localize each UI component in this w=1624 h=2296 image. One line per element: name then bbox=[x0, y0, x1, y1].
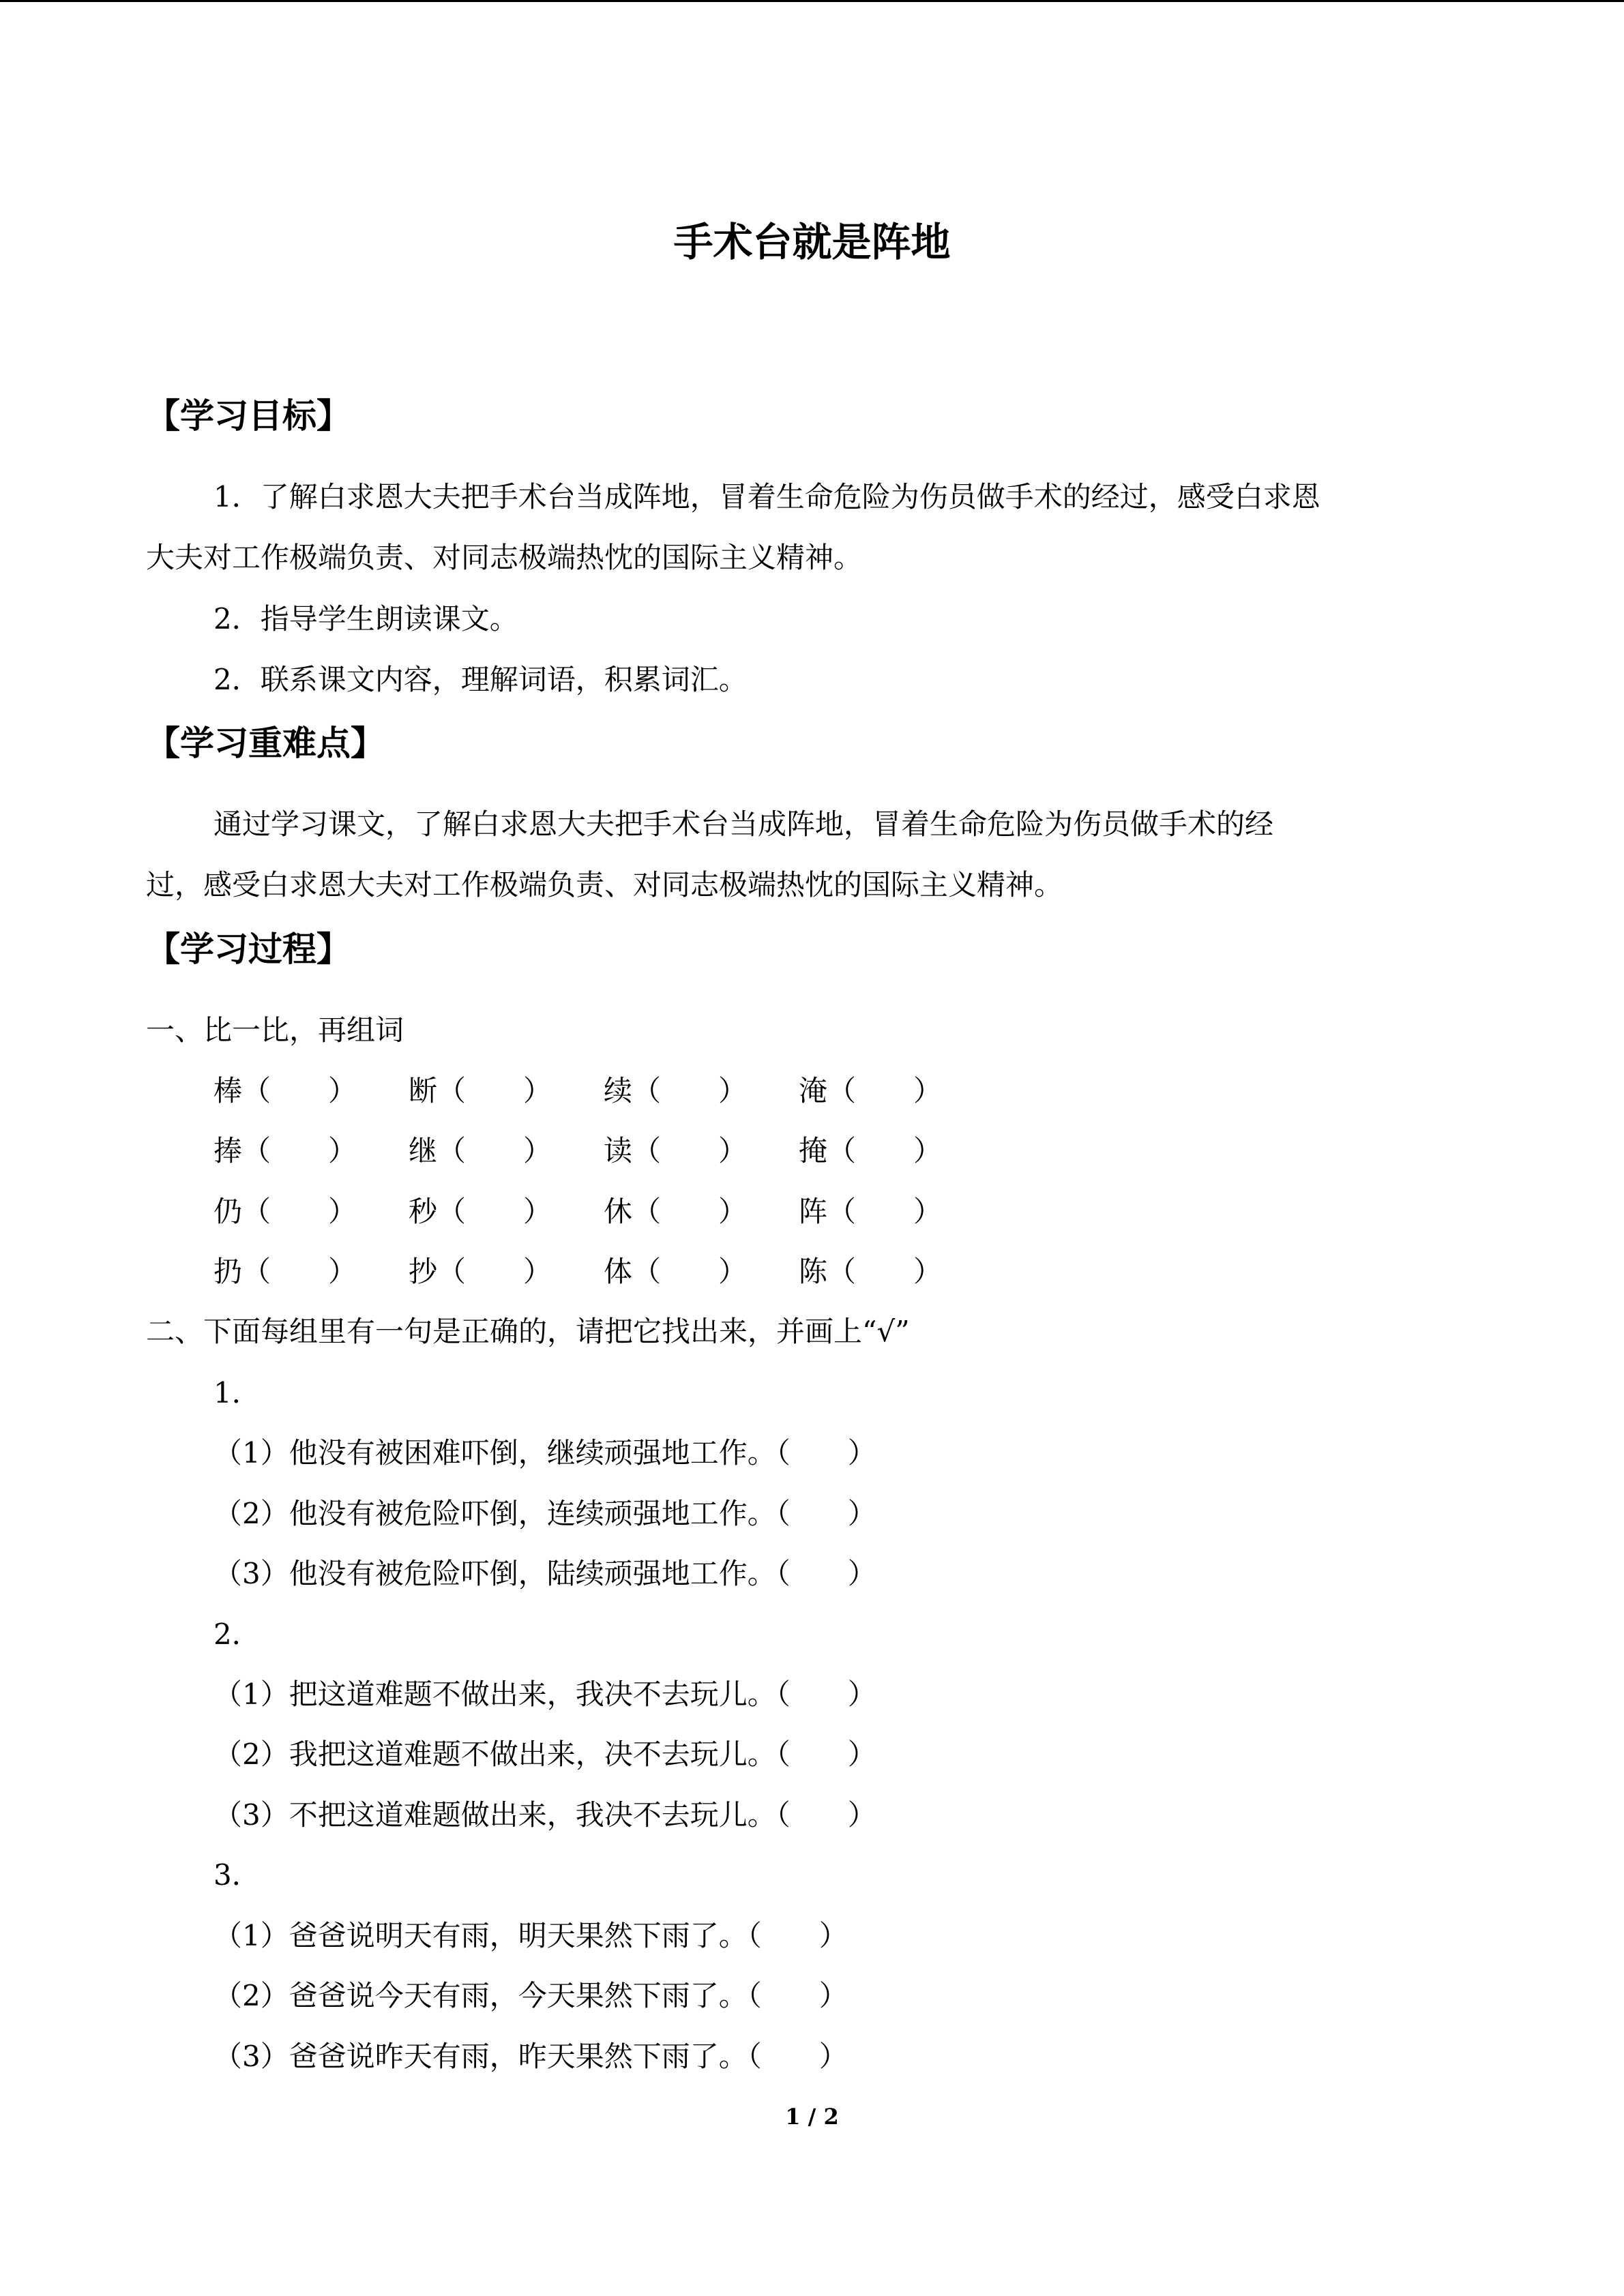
section-heading-goals: 【学习目标】 bbox=[146, 396, 351, 436]
page-number: 1 / 2 bbox=[785, 2104, 839, 2130]
goal-item-2: 2．指导学生朗读课文。 bbox=[213, 602, 518, 636]
word-cell: 休（ ） bbox=[604, 1195, 748, 1228]
part2-title: 二、下面每组里有一句是正确的，请把它找出来，并画上“√” bbox=[146, 1315, 910, 1348]
word-cell: 读（ ） bbox=[604, 1134, 748, 1167]
word-cell: 陈（ ） bbox=[799, 1255, 943, 1288]
group-number: 2． bbox=[213, 1617, 261, 1651]
sentence-option: （2）我把这道难题不做出来，决不去玩儿。（ ） bbox=[213, 1738, 876, 1771]
group-number: 1． bbox=[213, 1376, 261, 1410]
word-cell: 继（ ） bbox=[409, 1134, 552, 1167]
part1-title: 一、比一比，再组词 bbox=[146, 1013, 404, 1047]
top-border-line bbox=[0, 0, 1624, 2]
sentence-option: （1）爸爸说明天有雨，明天果然下雨了。（ ） bbox=[213, 1919, 848, 1952]
word-cell: 秒（ ） bbox=[409, 1195, 552, 1228]
sentence-option: （1）他没有被困难吓倒，继续顽强地工作。（ ） bbox=[213, 1436, 876, 1470]
sentence-option: （3）他没有被危险吓倒，陆续顽强地工作。（ ） bbox=[213, 1557, 876, 1590]
section-heading-process: 【学习过程】 bbox=[146, 929, 351, 969]
key-points-line-2: 过，感受白求恩大夫对工作极端负责、对同志极端热忱的国际主义精神。 bbox=[146, 868, 1063, 901]
word-cell: 捧（ ） bbox=[213, 1134, 357, 1167]
section-heading-key-points: 【学习重难点】 bbox=[146, 724, 385, 763]
goal-item-1-line-2: 大夫对工作极端负责、对同志极端热忱的国际主义精神。 bbox=[146, 541, 863, 574]
word-cell: 掩（ ） bbox=[799, 1134, 943, 1167]
word-cell: 体（ ） bbox=[604, 1255, 748, 1288]
word-cell: 续（ ） bbox=[604, 1074, 748, 1107]
sentence-option: （2）他没有被危险吓倒，连续顽强地工作。（ ） bbox=[213, 1497, 876, 1530]
sentence-option: （3）不把这道难题做出来，我决不去玩儿。（ ） bbox=[213, 1798, 876, 1832]
word-cell: 抄（ ） bbox=[409, 1255, 552, 1288]
word-cell: 扔（ ） bbox=[213, 1255, 357, 1288]
word-cell: 仍（ ） bbox=[213, 1195, 357, 1228]
page-title: 手术台就是阵地 bbox=[673, 219, 951, 265]
word-cell: 淹（ ） bbox=[799, 1074, 943, 1107]
sentence-option: （2）爸爸说今天有雨，今天果然下雨了。（ ） bbox=[213, 1979, 848, 2012]
word-cell: 断（ ） bbox=[409, 1074, 552, 1107]
goal-item-3: 2．联系课文内容，理解词语，积累词汇。 bbox=[213, 663, 748, 696]
word-cell: 棒（ ） bbox=[213, 1074, 357, 1107]
key-points-line-1: 通过学习课文，了解白求恩大夫把手术台当成阵地，冒着生命危险为伤员做手术的经 bbox=[213, 807, 1274, 841]
sentence-option: （3）爸爸说昨天有雨，昨天果然下雨了。（ ） bbox=[213, 2040, 848, 2073]
group-number: 3． bbox=[213, 1858, 261, 1892]
goal-item-1-line-1: 1．了解白求恩大夫把手术台当成阵地，冒着生命危险为伤员做手术的经过，感受白求恩 bbox=[213, 480, 1320, 513]
sentence-option: （1）把这道难题不做出来，我决不去玩儿。（ ） bbox=[213, 1678, 876, 1711]
word-cell: 阵（ ） bbox=[799, 1195, 943, 1228]
